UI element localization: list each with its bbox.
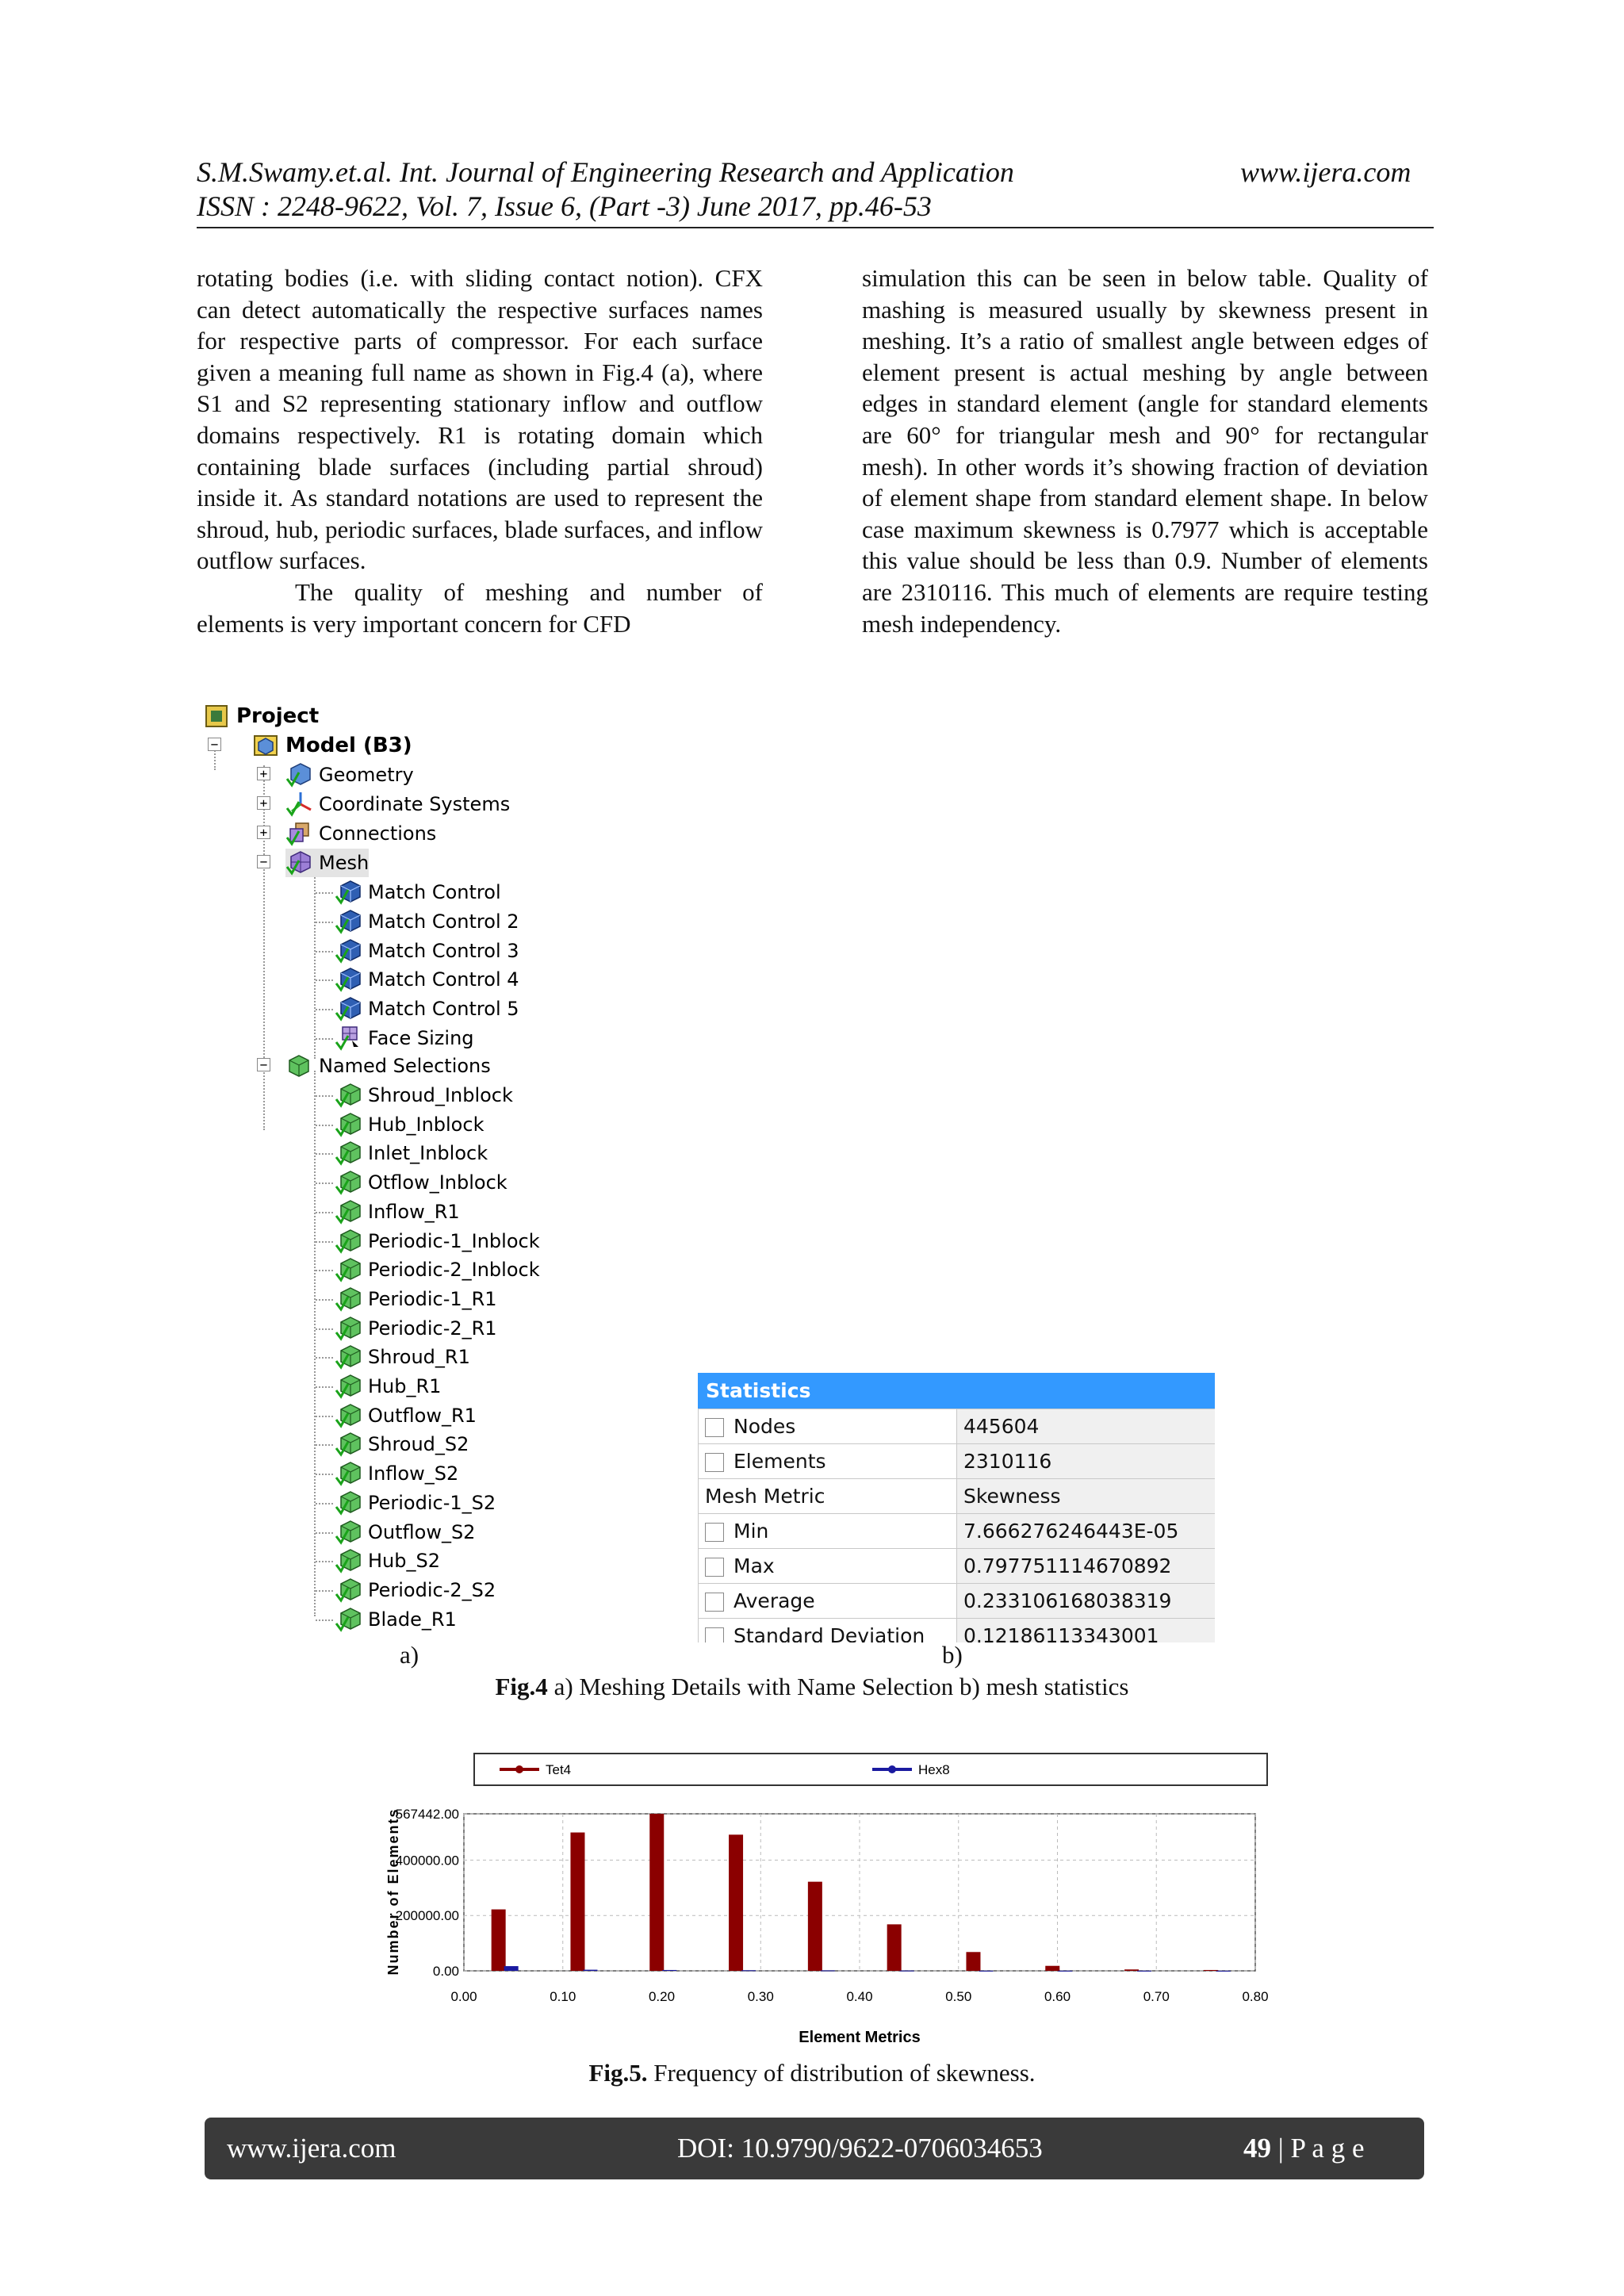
bar-hex8-8 (1137, 1971, 1151, 1972)
parameter-checkbox[interactable] (705, 1558, 724, 1577)
mesh-child-label: Face Sizing (368, 1027, 474, 1049)
tree-geometry-label: Geometry (319, 764, 414, 786)
named-selection-label: Periodic-1_S2 (368, 1491, 496, 1514)
stats-row (699, 1409, 1216, 1444)
named-selection-item[interactable] (335, 1255, 540, 1284)
issn-line: ISSN : 2248-9622, Vol. 7, Issue 6, (Part -3) June 2017, pp.46-53 (197, 190, 932, 222)
named-selection-icon (285, 1052, 312, 1079)
named-selection-item[interactable] (335, 1139, 488, 1167)
stats-value: Skewness (957, 1479, 1216, 1514)
named-selection-item[interactable] (335, 1605, 457, 1634)
match-control-icon (335, 937, 362, 964)
collapse-named-selections-toggle[interactable]: − (257, 1058, 270, 1071)
named-selection-item[interactable] (335, 1343, 470, 1371)
named-selection-label: Hub_R1 (368, 1375, 442, 1397)
named-selection-label: Inflow_R1 (368, 1200, 460, 1223)
bar-tet4-4 (808, 1882, 822, 1971)
named-selection-icon (335, 1140, 362, 1167)
mesh-child-label: Match Control 5 (368, 998, 519, 1021)
bar-hex8-7 (1058, 1971, 1072, 1972)
bar-tet4-2 (649, 1814, 664, 1971)
footer-site: www.ijera.com (227, 2133, 396, 2164)
named-selection-label: Inlet_Inblock (368, 1142, 488, 1165)
named-selection-icon (335, 1198, 362, 1225)
named-selection-icon (335, 1315, 362, 1342)
tree-model[interactable] (252, 731, 412, 760)
named-selection-item[interactable] (335, 1401, 477, 1430)
named-selection-label: Shroud_R1 (368, 1346, 470, 1369)
tree-mesh[interactable] (285, 849, 369, 877)
stats-label-cell (699, 1584, 957, 1619)
match-control-icon (335, 995, 362, 1022)
stats-label: Nodes (733, 1415, 796, 1438)
named-selection-item[interactable] (335, 1110, 484, 1139)
named-selection-label: Periodic-2_R1 (368, 1317, 497, 1340)
named-selection-label: Inflow_S2 (368, 1462, 459, 1485)
bar-tet4-6 (966, 1952, 980, 1971)
y-axis-label: Number of Elements (385, 1807, 401, 1976)
parameter-checkbox[interactable] (705, 1593, 724, 1612)
named-selection-label: Outflow_R1 (368, 1404, 477, 1427)
named-selection-label: Periodic-1_R1 (368, 1287, 497, 1310)
mesh-child-label: Match Control 3 (368, 939, 519, 962)
named-selection-label: Periodic-2_S2 (368, 1578, 496, 1601)
mesh-child-label: Match Control 2 (368, 910, 519, 933)
tree-connector (316, 922, 333, 923)
named-selection-icon (335, 1082, 362, 1109)
named-selection-item[interactable] (335, 1459, 458, 1488)
tree-connector (316, 1125, 333, 1126)
bar-tet4-0 (492, 1910, 506, 1971)
subcaption-a: a) (400, 1641, 419, 1669)
collapse-mesh-toggle[interactable]: − (257, 855, 270, 868)
stats-label-cell (699, 1549, 957, 1584)
y-tick-label: 0.00 (432, 1964, 459, 1979)
legend-marker (888, 1765, 896, 1773)
x-tick-label: 0.40 (846, 1989, 873, 2004)
x-tick-label: 0.30 (747, 1989, 774, 2004)
coordinate-axes-icon (285, 791, 312, 818)
footer-page-word: | P a g e (1271, 2133, 1365, 2164)
expand-connections-toggle[interactable]: + (257, 826, 270, 839)
tree-connector (316, 1357, 333, 1359)
statistics-table (698, 1409, 1215, 1642)
tree-connector (316, 1212, 333, 1213)
legend-box (474, 1754, 1267, 1785)
named-selection-label: Blade_R1 (368, 1608, 457, 1631)
stats-label: Mesh Metric (705, 1485, 825, 1508)
journal-header: S.M.Swamy.et.al. Int. Journal of Engineering Research and Application (197, 156, 1014, 188)
named-selection-item[interactable] (335, 1489, 496, 1517)
skewness-histogram (381, 1741, 1277, 2058)
stats-value: 445604 (957, 1409, 1216, 1444)
y-tick-label: 200000.00 (395, 1908, 459, 1924)
named-selection-label: Periodic-2_Inblock (368, 1259, 540, 1282)
named-selection-item[interactable] (335, 1314, 497, 1343)
tree-connector (316, 1009, 333, 1010)
stats-row (699, 1514, 1216, 1549)
tree-connector (316, 1532, 333, 1534)
named-selection-icon (335, 1256, 362, 1283)
mesh-child-item[interactable] (335, 1024, 474, 1052)
mesh-child-item[interactable] (335, 878, 501, 907)
bar-tet4-9 (1204, 1970, 1218, 1971)
parameter-checkbox[interactable] (705, 1627, 724, 1642)
named-selection-label: Hub_S2 (368, 1550, 440, 1573)
stats-value: 0.797751114670892 (957, 1549, 1216, 1584)
named-selection-icon (335, 1606, 362, 1633)
tree-connector (316, 1182, 333, 1184)
mesh-child-item[interactable] (335, 937, 519, 965)
x-tick-label: 0.00 (450, 1989, 477, 2004)
named-selection-item[interactable] (335, 1198, 460, 1226)
stats-label-cell (699, 1444, 957, 1479)
named-selection-item[interactable] (335, 1547, 440, 1575)
x-tick-label: 0.80 (1242, 1989, 1269, 2004)
named-selection-icon (335, 1286, 362, 1313)
named-selection-icon (335, 1228, 362, 1255)
model-icon (252, 732, 279, 759)
stats-label: Standard Deviation (733, 1624, 925, 1642)
y-tick-labels (396, 1807, 459, 1979)
mesh-child-label: Match Control (368, 881, 501, 903)
tree-connector (316, 1095, 333, 1097)
x-tick-label: 0.10 (550, 1989, 576, 2004)
tree-connector (316, 892, 333, 894)
left-column (197, 263, 763, 639)
named-selection-label: Shroud_S2 (368, 1433, 469, 1456)
fig5-caption (0, 2058, 1624, 2088)
subcaption-b: b) (942, 1641, 963, 1669)
bar-hex8-9 (1216, 1971, 1231, 1972)
stats-label: Max (733, 1554, 775, 1577)
tree-connector (314, 868, 316, 1059)
x-tick-label: 0.70 (1143, 1989, 1170, 2004)
match-control-icon (335, 879, 362, 906)
fig5-text: Frequency of distribution of skewness. (647, 2059, 1036, 2087)
parameter-checkbox[interactable] (705, 1453, 724, 1472)
legend-marker (515, 1765, 523, 1773)
named-selection-icon (335, 1343, 362, 1370)
named-selection-icon (335, 1402, 362, 1429)
connections-icon (285, 820, 312, 847)
named-selection-item[interactable] (335, 1081, 513, 1110)
tree-connector (316, 951, 333, 953)
named-selection-icon (335, 1577, 362, 1604)
project-tree (198, 702, 642, 1634)
parameter-checkbox[interactable] (705, 1418, 724, 1437)
tree-project[interactable] (203, 702, 319, 730)
mesh-icon (285, 849, 312, 876)
expand-coordinate-systems-toggle[interactable]: + (257, 796, 270, 810)
named-selection-icon (335, 1169, 362, 1196)
tree-named-selections-label: Named Selections (319, 1055, 491, 1077)
legend-label: Hex8 (918, 1762, 950, 1777)
tree-connector (316, 1590, 333, 1592)
tree-connector (316, 1328, 333, 1330)
named-selection-item[interactable] (335, 1168, 508, 1197)
fig4-label: Fig.4 (495, 1673, 548, 1700)
stats-value: 0.233106168038319 (957, 1584, 1216, 1619)
bar-hex8-1 (583, 1970, 597, 1971)
stats-label-cell (699, 1514, 957, 1549)
project-icon (203, 703, 230, 730)
named-selection-icon (335, 1547, 362, 1574)
tree-connector (316, 1444, 333, 1446)
bar-tet4-3 (729, 1834, 743, 1971)
named-selection-item[interactable] (335, 1372, 441, 1401)
named-selection-label: Outflow_S2 (368, 1520, 476, 1543)
fig4-text: a) Meshing Details with Name Selection b) mesh statistics (547, 1673, 1129, 1700)
tree-connector (316, 1299, 333, 1301)
tree-project-label: Project (236, 704, 320, 728)
bar-hex8-6 (979, 1971, 993, 1972)
stats-label: Average (733, 1589, 815, 1612)
named-selection-icon (335, 1460, 362, 1487)
stats-label-cell (699, 1619, 957, 1643)
named-selection-item[interactable] (335, 1227, 540, 1255)
tree-connector (316, 1561, 333, 1562)
fig4-caption (0, 1672, 1624, 1702)
stats-label-cell (699, 1479, 957, 1514)
tree-connector (316, 1038, 333, 1040)
bar-tet4-8 (1124, 1969, 1139, 1971)
footer-page (1243, 2133, 1365, 2164)
stats-label-cell (699, 1409, 957, 1444)
journal-site: www.ijera.com (1240, 156, 1411, 188)
x-tick-label: 0.20 (648, 1989, 676, 2004)
tree-connections-label: Connections (319, 822, 437, 845)
stats-row (699, 1479, 1216, 1514)
collapse-model-toggle[interactable]: − (208, 738, 221, 751)
stats-label: Elements (733, 1450, 826, 1473)
right-column (862, 263, 1428, 639)
match-control-icon (335, 908, 362, 935)
stats-row (699, 1549, 1216, 1584)
named-selection-icon (335, 1373, 362, 1400)
bar-hex8-0 (504, 1966, 519, 1971)
tree-connector (316, 1270, 333, 1271)
mesh-child-item[interactable] (335, 995, 519, 1023)
geometry-icon (285, 761, 312, 788)
named-selection-label: Hub_Inblock (368, 1113, 485, 1136)
named-selection-label: Shroud_Inblock (368, 1084, 513, 1106)
stats-value: 2310116 (957, 1444, 1216, 1479)
named-selection-icon (335, 1489, 362, 1516)
named-selection-icon (335, 1431, 362, 1458)
face-sizing-icon (335, 1025, 362, 1052)
stats-row (699, 1584, 1216, 1619)
x-tick-labels (450, 1989, 1268, 2004)
named-selection-item[interactable] (335, 1285, 497, 1313)
legend-label: Tet4 (546, 1762, 572, 1777)
tree-coordinate-systems-label: Coordinate Systems (319, 793, 511, 815)
right-paragraph-1: simulation this can be seen in below table. Quality of mashing is measured usually by skewness present in meshing. It’s a ratio of smallest angle between edges of element present is actual meshing by angle between edges in standard element (angle for standard elements are 60° for triangular mesh and 90° for rectangular mesh). In other words it’s showing fraction of deviation of element shape from standard element shape. In below case maximum skewness is 0.7977 which is acceptable this value should be less than 0.9. Number of elements are 2310116. This much of elements are require testing mesh independency. (862, 264, 1428, 638)
stats-value: 0.12186113343001 (957, 1619, 1216, 1643)
x-tick-label: 0.50 (945, 1989, 972, 2004)
named-selection-item[interactable] (335, 1576, 496, 1604)
footer-doi: DOI: 10.9790/9622-0706034653 (677, 2133, 1043, 2164)
tree-connections[interactable] (285, 819, 436, 848)
tree-connector (316, 1153, 333, 1155)
footer-page-number: 49 (1243, 2133, 1271, 2164)
tree-connector (316, 1241, 333, 1243)
statistics-panel (698, 1373, 1215, 1642)
bar-tet4-7 (1045, 1966, 1059, 1971)
tree-connector (316, 1416, 333, 1417)
tree-named-selections[interactable] (285, 1052, 491, 1080)
footer-bar (205, 2118, 1424, 2179)
stats-row (699, 1619, 1216, 1643)
match-control-icon (335, 966, 362, 993)
mesh-child-item[interactable] (335, 907, 519, 936)
bar-tet4-5 (887, 1924, 902, 1971)
statistics-title: Statistics (698, 1373, 1215, 1409)
tree-connector (316, 1503, 333, 1504)
bar-hex8-5 (900, 1971, 914, 1972)
x-tick-label: 0.60 (1044, 1989, 1071, 2004)
parameter-checkbox[interactable] (705, 1523, 724, 1542)
left-paragraph-2: The quality of meshing and number of elements is very important concern for CFD (197, 577, 763, 638)
left-paragraph-1: rotating bodies (i.e. with sliding contact notion). CFX can detect automatically the respective surfaces names for respective parts of compressor. For each surface given a meaning full name as shown in Fig.4 (a), where S1 and S2 representing stationary inflow and outflow domains respectively. R1 is rotating domain which containing blade surfaces (including partial shroud) inside it. As standard notations are used to represent the shroud, hub, periodic surfaces, blade surfaces, and inflow outflow surfaces. (197, 264, 763, 575)
y-tick-label: 400000.00 (395, 1853, 459, 1869)
named-selection-label: Periodic-1_Inblock (368, 1229, 540, 1252)
tree-connector (263, 765, 265, 1130)
named-selection-item[interactable] (335, 1518, 475, 1547)
x-axis-label: Element Metrics (799, 2029, 921, 2046)
named-selection-icon (335, 1519, 362, 1546)
named-selection-label: Otflow_Inblock (368, 1171, 508, 1194)
bar-hex8-4 (821, 1970, 835, 1971)
header-rule (197, 227, 1434, 228)
fig5-label: Fig.5. (588, 2059, 648, 2087)
mesh-child-item[interactable] (335, 965, 519, 994)
tree-connector (316, 1619, 333, 1621)
named-selection-item[interactable] (335, 1430, 469, 1458)
stats-row (699, 1444, 1216, 1479)
tree-mesh-label: Mesh (319, 852, 370, 874)
tree-coordinate-systems[interactable] (285, 790, 510, 818)
tree-geometry[interactable] (285, 761, 414, 789)
stats-label: Min (733, 1520, 769, 1543)
tree-connector (316, 1474, 333, 1475)
tree-connector (316, 1386, 333, 1388)
y-tick-label: 567442.00 (395, 1807, 459, 1822)
expand-geometry-toggle[interactable]: + (257, 767, 270, 780)
bar-tet4-1 (570, 1833, 584, 1971)
stats-value: 7.666276246443E-05 (957, 1514, 1216, 1549)
named-selection-icon (335, 1111, 362, 1138)
tree-connector (316, 979, 333, 981)
mesh-child-label: Match Control 4 (368, 968, 519, 991)
bar-hex8-2 (662, 1970, 676, 1971)
bar-hex8-3 (741, 1970, 756, 1971)
tree-connector (314, 1071, 316, 1616)
tree-model-label: Model (B3) (285, 734, 412, 757)
